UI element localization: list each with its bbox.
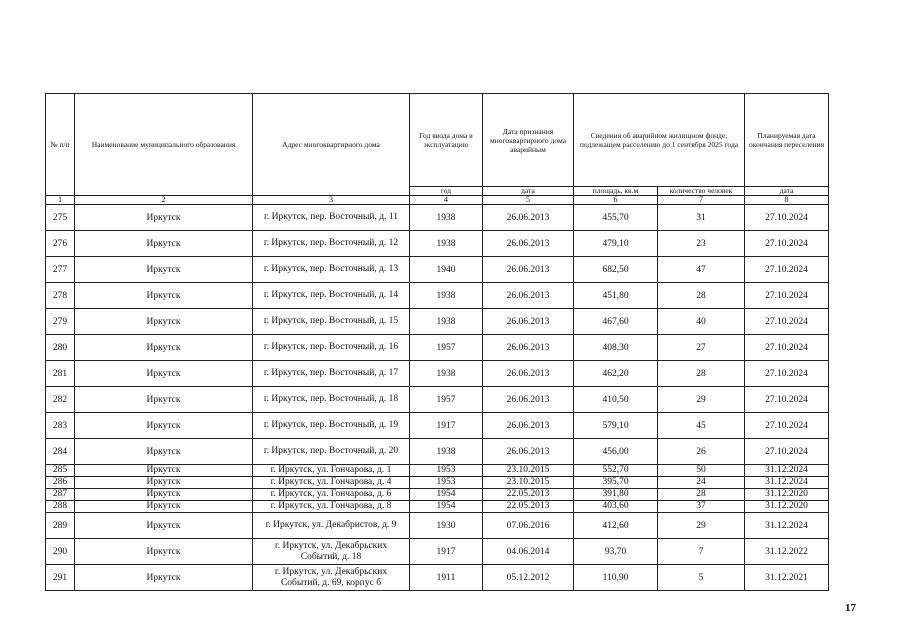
people-count-cell: 47 [658,257,745,283]
planned-end-date-cell: 27.10.2024 [745,283,829,309]
people-count-cell: 28 [658,361,745,387]
table-row [46,257,829,283]
people-count-cell: 7 [658,539,745,565]
header-row-number: № п/п [46,94,75,196]
address-cell: г. Иркутск, ул. Гончарова, д. 6 [253,489,410,501]
planned-end-date-cell: 27.10.2024 [745,439,829,465]
planned-end-date-cell: 27.10.2024 [745,361,829,387]
year-cell: 1917 [410,413,483,439]
area-cell: 395,70 [574,477,658,489]
subheader-area: площадь, кв.м [574,187,658,196]
table-row [46,413,829,439]
address-cell: г. Иркутск, пер. Восточный, д. 20 [253,439,410,465]
column-number: 1 [46,196,75,205]
row-number-cell: 283 [46,413,75,439]
address-cell: г. Иркутск, ул. Декабристов, д. 9 [253,513,410,539]
municipality-cell: Иркутск [75,439,253,465]
address-cell: г. Иркутск, пер. Восточный, д. 14 [253,283,410,309]
area-cell: 93,70 [574,539,658,565]
address-cell: г. Иркутск, пер. Восточный, д. 19 [253,413,410,439]
table-row [46,565,829,591]
row-number-cell: 287 [46,489,75,501]
planned-end-date-cell: 31.12.2024 [745,477,829,489]
municipality-cell: Иркутск [75,309,253,335]
table-row [46,501,829,513]
address-cell: г. Иркутск, пер. Восточный, д. 18 [253,387,410,413]
planned-end-date-cell: 31.12.2020 [745,501,829,513]
planned-end-date-cell: 27.10.2024 [745,335,829,361]
column-number: 2 [75,196,253,205]
row-number-cell: 288 [46,501,75,513]
row-number-cell: 290 [46,539,75,565]
people-count-cell: 28 [658,283,745,309]
row-number-cell: 289 [46,513,75,539]
table-row [46,539,829,565]
column-number: 7 [658,196,745,205]
table-row [46,513,829,539]
year-cell: 1938 [410,361,483,387]
area-cell: 479,10 [574,231,658,257]
emergency-date-cell: 26.06.2013 [483,257,574,283]
address-cell: г. Иркутск, ул. Гончарова, д. 4 [253,477,410,489]
emergency-date-cell: 22.05.2013 [483,501,574,513]
emergency-date-cell: 26.06.2013 [483,205,574,231]
emergency-date-cell: 26.06.2013 [483,439,574,465]
people-count-cell: 29 [658,387,745,413]
emergency-date-cell: 26.06.2013 [483,335,574,361]
header-municipality: Наименование муниципального образования [75,94,253,196]
municipality-cell: Иркутск [75,413,253,439]
municipality-cell: Иркутск [75,465,253,477]
table-row [46,309,829,335]
area-cell: 410,50 [574,387,658,413]
emergency-date-cell: 26.06.2013 [483,309,574,335]
people-count-cell: 27 [658,335,745,361]
people-count-cell: 40 [658,309,745,335]
row-number-cell: 278 [46,283,75,309]
municipality-cell: Иркутск [75,361,253,387]
municipality-cell: Иркутск [75,489,253,501]
column-number: 5 [483,196,574,205]
address-cell: г. Иркутск, пер. Восточный, д. 12 [253,231,410,257]
emergency-date-cell: 26.06.2013 [483,361,574,387]
planned-end-date-cell: 27.10.2024 [745,413,829,439]
address-cell: г. Иркутск, пер. Восточный, д. 16 [253,335,410,361]
address-cell: г. Иркутск, ул. Гончарова, д. 1 [253,465,410,477]
table-row [46,361,829,387]
address-cell: г. Иркутск, ул. Декабрьских Событий, д. 18 [253,539,410,565]
people-count-cell: 28 [658,489,745,501]
people-count-cell: 26 [658,439,745,465]
emergency-date-cell: 23.10.2015 [483,465,574,477]
municipality-cell: Иркутск [75,539,253,565]
row-number-cell: 279 [46,309,75,335]
planned-end-date-cell: 27.10.2024 [745,387,829,413]
people-count-cell: 45 [658,413,745,439]
page-number: 17 [845,602,856,614]
year-cell: 1957 [410,387,483,413]
row-number-cell: 286 [46,477,75,489]
row-number-cell: 276 [46,231,75,257]
emergency-date-cell: 26.06.2013 [483,231,574,257]
table-row [46,439,829,465]
municipality-cell: Иркутск [75,387,253,413]
row-number-cell: 285 [46,465,75,477]
municipality-cell: Иркутск [75,231,253,257]
subheader-people: количество человек [658,187,745,196]
area-cell: 456,00 [574,439,658,465]
municipality-cell: Иркутск [75,257,253,283]
table-row [46,465,829,477]
year-cell: 1938 [410,283,483,309]
table-row [46,205,829,231]
year-cell: 1911 [410,565,483,591]
table-row [46,335,829,361]
table-row [46,477,829,489]
municipality-cell: Иркутск [75,283,253,309]
municipality-cell: Иркутск [75,335,253,361]
emergency-date-cell: 04.06.2014 [483,539,574,565]
planned-end-date-cell: 27.10.2024 [745,309,829,335]
header-emergency-date: Дата признания многоквартирного дома аварийным [483,94,574,187]
subheader-end-date: дата [745,187,829,196]
year-cell: 1938 [410,205,483,231]
planned-end-date-cell: 31.12.2024 [745,465,829,477]
column-number: 3 [253,196,410,205]
table-row [46,283,829,309]
year-cell: 1917 [410,539,483,565]
year-cell: 1938 [410,309,483,335]
planned-end-date-cell: 31.12.2021 [745,565,829,591]
row-number-cell: 280 [46,335,75,361]
area-cell: 391,80 [574,489,658,501]
year-cell: 1954 [410,501,483,513]
year-cell: 1940 [410,257,483,283]
header-planned-end: Планируемая дата окончания переселения [745,94,829,187]
year-cell: 1930 [410,513,483,539]
address-cell: г. Иркутск, ул. Гончарова, д. 8 [253,501,410,513]
header-year: Год ввода дома в эксплуатацию [410,94,483,187]
people-count-cell: 29 [658,513,745,539]
area-cell: 110,90 [574,565,658,591]
column-number: 6 [574,196,658,205]
area-cell: 682,50 [574,257,658,283]
address-cell: г. Иркутск, пер. Восточный, д. 17 [253,361,410,387]
planned-end-date-cell: 31.12.2020 [745,489,829,501]
municipality-cell: Иркутск [75,205,253,231]
planned-end-date-cell: 27.10.2024 [745,231,829,257]
year-cell: 1954 [410,489,483,501]
emergency-date-cell: 26.06.2013 [483,413,574,439]
table-row [46,231,829,257]
people-count-cell: 31 [658,205,745,231]
people-count-cell: 23 [658,231,745,257]
planned-end-date-cell: 27.10.2024 [745,205,829,231]
people-count-cell: 50 [658,465,745,477]
area-cell: 412,60 [574,513,658,539]
table-row [46,489,829,501]
municipality-cell: Иркутск [75,501,253,513]
year-cell: 1957 [410,335,483,361]
emergency-date-cell: 26.06.2013 [483,387,574,413]
year-cell: 1938 [410,231,483,257]
subheader-year: год [410,187,483,196]
row-number-cell: 275 [46,205,75,231]
planned-end-date-cell: 27.10.2024 [745,257,829,283]
emergency-date-cell: 05.12.2012 [483,565,574,591]
area-cell: 579,10 [574,413,658,439]
area-cell: 451,80 [574,283,658,309]
people-count-cell: 5 [658,565,745,591]
column-number: 4 [410,196,483,205]
emergency-date-cell: 23.10.2015 [483,477,574,489]
row-number-cell: 282 [46,387,75,413]
area-cell: 467,60 [574,309,658,335]
year-cell: 1953 [410,477,483,489]
planned-end-date-cell: 31.12.2024 [745,513,829,539]
address-cell: г. Иркутск, пер. Восточный, д. 11 [253,205,410,231]
people-count-cell: 37 [658,501,745,513]
resettlement-table [45,93,829,591]
emergency-date-cell: 26.06.2013 [483,283,574,309]
municipality-cell: Иркутск [75,477,253,489]
column-number: 8 [745,196,829,205]
planned-end-date-cell: 31.12.2022 [745,539,829,565]
row-number-cell: 284 [46,439,75,465]
row-number-cell: 291 [46,565,75,591]
address-cell: г. Иркутск, пер. Восточный, д. 15 [253,309,410,335]
municipality-cell: Иркутск [75,565,253,591]
row-number-cell: 281 [46,361,75,387]
subheader-date: дата [483,187,574,196]
emergency-date-cell: 07.06.2016 [483,513,574,539]
area-cell: 462,20 [574,361,658,387]
area-cell: 455,70 [574,205,658,231]
area-cell: 552,70 [574,465,658,477]
year-cell: 1938 [410,439,483,465]
municipality-cell: Иркутск [75,513,253,539]
row-number-cell: 277 [46,257,75,283]
area-cell: 403,60 [574,501,658,513]
header-address: Адрес многоквартирного дома [253,94,410,196]
address-cell: г. Иркутск, пер. Восточный, д. 13 [253,257,410,283]
header-emergency-fund: Сведения об аварийном жилищном фонде, подлежащем расселению до 1 сентября 2025 года [574,94,745,187]
emergency-date-cell: 22.05.2013 [483,489,574,501]
people-count-cell: 24 [658,477,745,489]
address-cell: г. Иркутск, ул. Декабрьских Событий, д. 69, корпус б [253,565,410,591]
year-cell: 1953 [410,465,483,477]
area-cell: 408,30 [574,335,658,361]
table-row [46,387,829,413]
